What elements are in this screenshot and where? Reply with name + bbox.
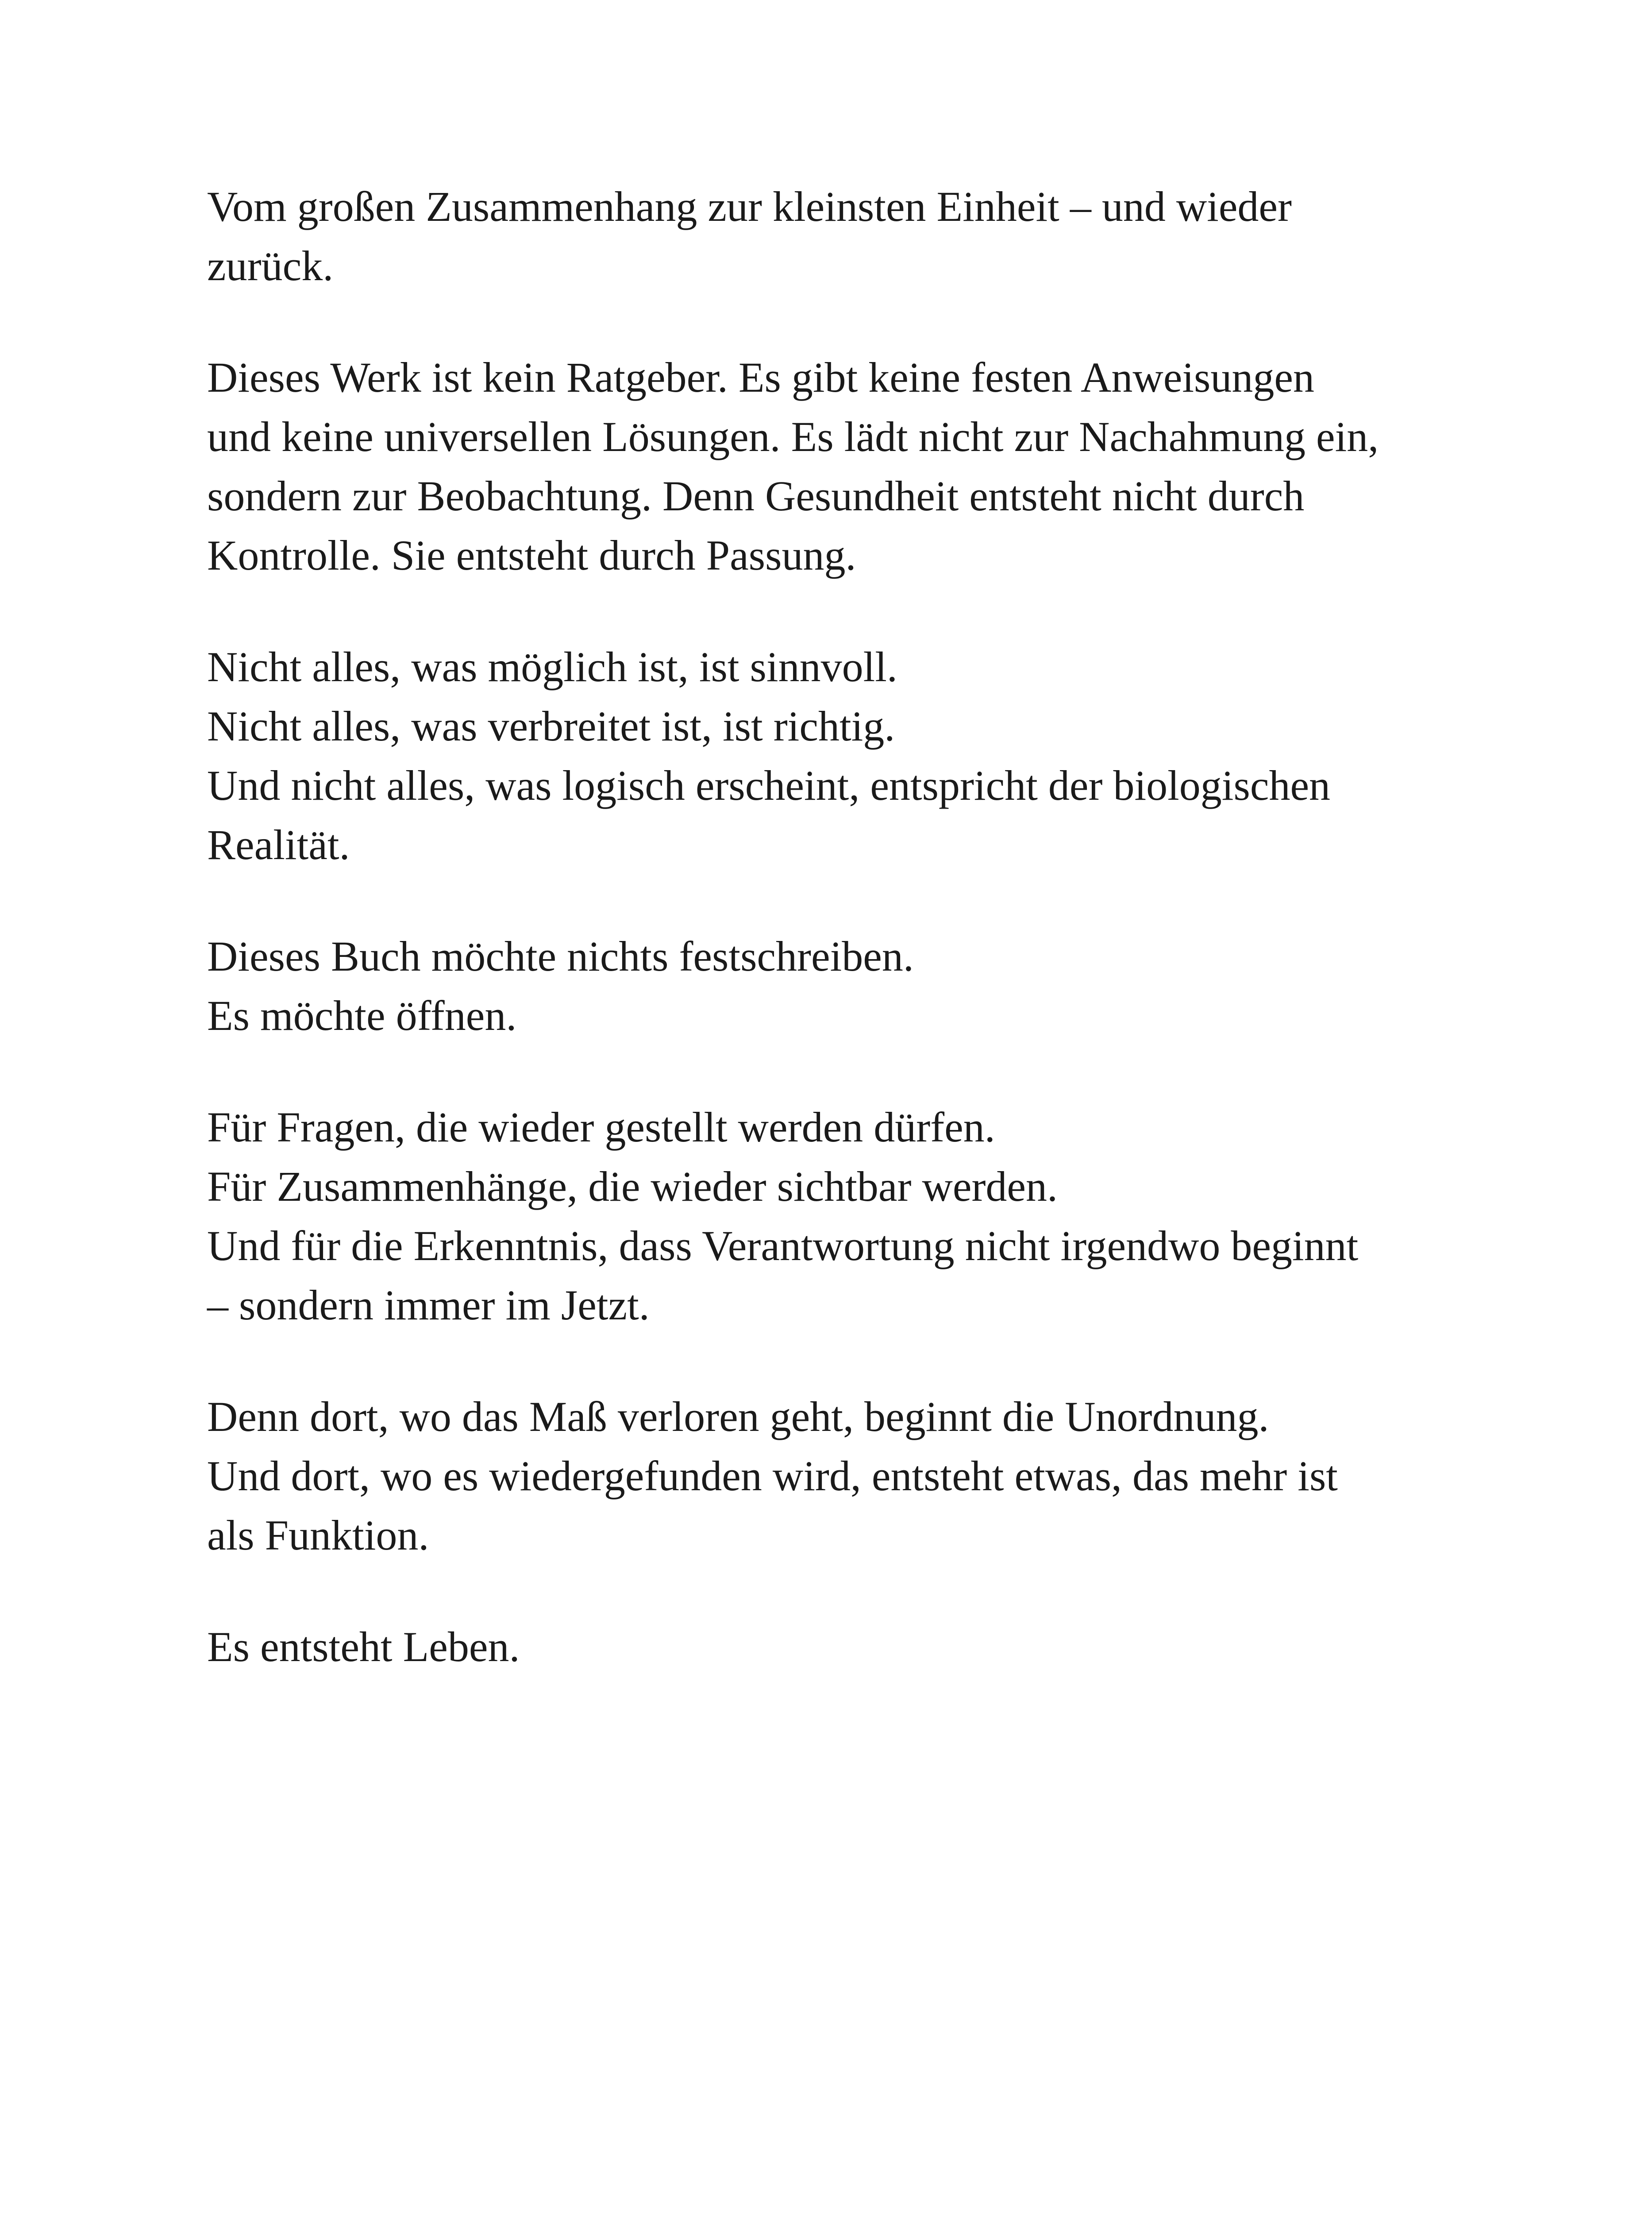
paragraph-3 [207,637,1490,875]
text-line: Für Fragen, die wieder gestellt werden dürfen. [207,1103,995,1151]
text-line: Vom großen Zusammenhang zur kleinsten Einheit – und wieder [207,183,1292,230]
paragraph-7 [207,1617,1490,1677]
text-line: Kontrolle. Sie entsteht durch Passung. [207,532,856,579]
paragraph-1 [207,177,1490,296]
text-line: Für Zusammenhänge, die wieder sichtbar werden. [207,1163,1058,1210]
text-line: zurück. [207,242,334,289]
paragraph-5 [207,1098,1490,1335]
paragraph-2 [207,348,1490,585]
text-line: Dieses Buch möchte nichts festschreiben. [207,933,914,980]
text-line: Dieses Werk ist kein Ratgeber. Es gibt keine festen Anweisungen [207,354,1314,401]
text-line: – sondern immer im Jetzt. [207,1281,650,1329]
body-text [207,177,1490,1729]
text-line: Nicht alles, was möglich ist, ist sinnvoll. [207,643,897,690]
text-line: Und nicht alles, was logisch erscheint, entspricht der biologischen [207,762,1331,809]
text-line: sondern zur Beobachtung. Denn Gesundheit entsteht nicht durch [207,472,1305,520]
text-line: Und dort, wo es wiedergefunden wird, entsteht etwas, das mehr ist [207,1452,1338,1500]
paragraph-6 [207,1387,1490,1565]
text-line: Denn dort, wo das Maß verloren geht, beginnt die Unordnung. [207,1393,1269,1440]
text-line: Es entsteht Leben. [207,1623,520,1670]
paragraph-4 [207,927,1490,1045]
text-line: Und für die Erkenntnis, dass Verantwortung nicht irgendwo beginnt [207,1222,1359,1269]
text-line: Es möchte öffnen. [207,992,517,1039]
text-line: Realität. [207,821,350,868]
text-line: als Funktion. [207,1511,429,1559]
text-line: Nicht alles, was verbreitet ist, ist richtig. [207,702,895,750]
text-line: und keine universellen Lösungen. Es lädt nicht zur Nachahmung ein, [207,413,1379,460]
